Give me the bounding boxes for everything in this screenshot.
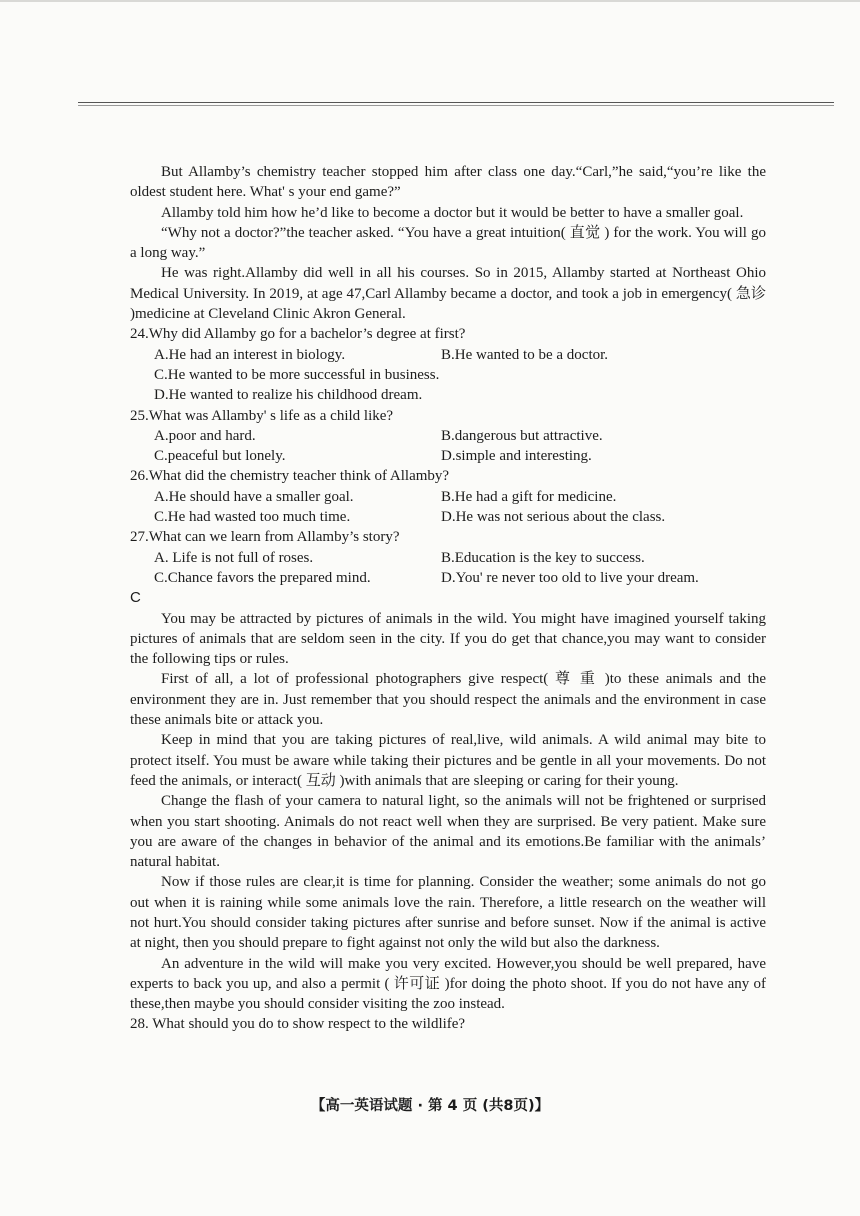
section-c-heading: C	[130, 589, 141, 607]
question-27-stem: 27.What can we learn from Allamby’s story?	[130, 529, 400, 546]
header-rule-secondary	[78, 105, 834, 106]
option-c: C.peaceful but lonely.	[154, 448, 286, 465]
option-a: A. Life is not full of roses.	[154, 549, 314, 566]
option-c: C.He had wasted too much time.	[154, 509, 351, 526]
passage-c-paragraph: An adventure in the wild will make you very excited. However,you should be well prepared, have experts to back you up, and also a permit ( 许可证 )for doing the photo shoot. If you do not have any of these,then maybe you should consider visiting the zoo instead.	[130, 955, 766, 1013]
option-b: B.He wanted to be a doctor.	[441, 346, 609, 363]
passage-b-paragraph: But Allamby’s chemistry teacher stopped him after class one day.“Carl,”he said,“you’re like the oldest student here. What' s your end game?”	[130, 164, 766, 201]
option-c: C.Chance favors the prepared mind.	[154, 569, 371, 586]
passage-c-paragraph: You may be attracted by pictures of animals in the wild. You might have imagined yourself taking pictures of animals that are seldom seen in the city. If you do get that chance,you may want to consider the following tips or rules.	[130, 610, 766, 668]
passage-c-paragraph: First of all, a lot of professional photographers give respect( 尊 重 )to these animals and the environment they are in. Just remember that you should respect the animals and the environment in case these animals bite or attack you.	[130, 671, 766, 729]
passage-c-paragraph: Change the flash of your camera to natural light, so the animals will not be frightened or surprised when you start shooting. Animals do not react well when they are surprised. Be very patient. Make sure you are aware of the changes in behavior of the animal and its emotions.Be familiar with the animals’ natural habitat.	[130, 793, 766, 871]
question-26-options	[130, 487, 766, 528]
passage-b-paragraph: Allamby told him how he’d like to become a doctor but it would be better to have a smaller goal.	[161, 204, 744, 221]
option-a: A.He had an interest in biology.	[154, 346, 346, 363]
option-d: D.He wanted to realize his childhood dream.	[154, 387, 423, 404]
passage-c-paragraph: Keep in mind that you are taking pictures of real,live, wild animals. A wild animal may bite to protect itself. You must be aware while taking their pictures and be gentle in all your movements. Do not feed the animals, or interact( 互动 )with animals that are sleeping or caring for their young.	[130, 732, 766, 789]
option-b: B.Education is the key to success.	[441, 549, 645, 566]
option-b: B.dangerous but attractive.	[441, 427, 603, 444]
question-26-stem: 26.What did the chemistry teacher think of Allamby?	[130, 468, 450, 485]
option-c: C.He wanted to be more successful in business.	[154, 366, 440, 383]
option-a: A.poor and hard.	[154, 427, 256, 444]
passage-c-paragraph: Now if those rules are clear,it is time for planning. Consider the weather; some animals do not go out when it is raining while some animals love the rain. Therefore, a little research on the weather will not hurt.You should consider taking pictures after sunrise and before sunset. Now if the animal is active at night, then you should prepare to fight against not only the wild but also the darkness.	[130, 874, 766, 952]
question-28-stem: 28. What should you do to show respect to the wildlife?	[130, 1016, 466, 1033]
question-24-options	[130, 345, 766, 365]
page-content	[130, 162, 766, 1035]
option-b: B.He had a gift for medicine.	[441, 488, 617, 505]
passage-b-paragraph: “Why not a doctor?”the teacher asked. “You have a great intuition( 直觉 ) for the work. You will go a long way.”	[130, 224, 766, 262]
option-a: A.He should have a smaller goal.	[154, 488, 354, 505]
question-25-options	[130, 426, 766, 467]
option-d: D.He was not serious about the class.	[441, 509, 666, 526]
option-d: D.simple and interesting.	[441, 448, 592, 465]
question-24-stem: 24.Why did Allamby go for a bachelor’s degree at first?	[130, 326, 466, 343]
question-27-options	[130, 548, 766, 589]
scan-top-edge	[0, 0, 860, 2]
question-24-options-cont	[130, 365, 766, 406]
question-25-stem: 25.What was Allamby' s life as a child like?	[130, 407, 394, 424]
option-d: D.You' re never too old to live your dream.	[441, 569, 699, 586]
passage-b-paragraph: He was right.Allamby did well in all his courses. So in 2015, Allamby started at Northeast Ohio Medical University. In 2019, at age 47,Carl Allamby became a doctor, and took a job in emergency( 急诊 )medicine at Cleveland Clinic Akron General.	[130, 265, 766, 323]
page-footer: 【高一英语试题 · 第 4 页 (共8页)】	[310, 1098, 550, 1114]
header-rule	[78, 102, 834, 103]
